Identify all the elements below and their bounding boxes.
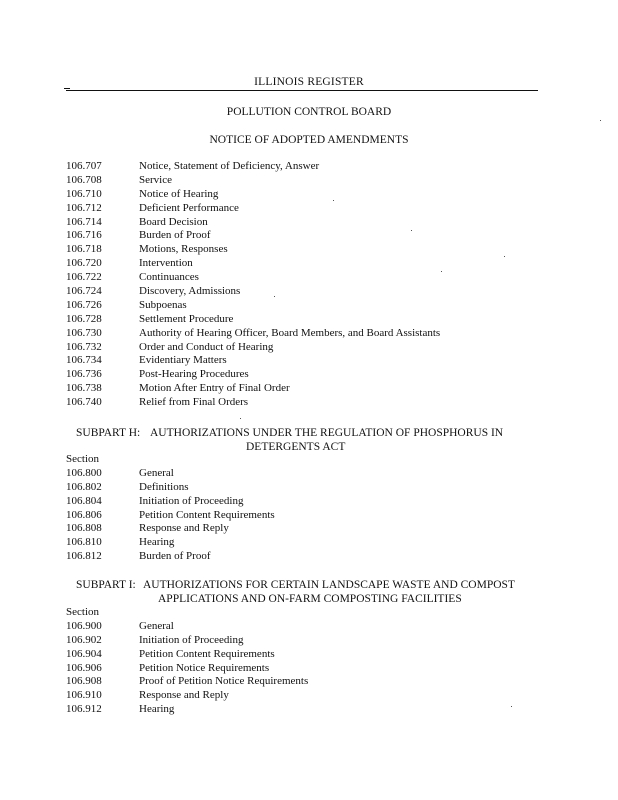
section-title: Petition Content Requirements	[139, 647, 275, 660]
section-row	[66, 661, 270, 676]
section-number: 106.728	[66, 312, 102, 325]
section-row	[66, 466, 174, 481]
section-title: Petition Notice Requirements	[139, 661, 270, 674]
section-title: Intervention	[139, 257, 193, 270]
section-title: Board Decision	[139, 215, 208, 228]
subpart-h-label: SUBPART H:	[76, 427, 141, 439]
section-title: Continuances	[139, 271, 199, 284]
section-number: 106.912	[66, 703, 102, 716]
section-title: Notice, Statement of Deficiency, Answer	[139, 160, 320, 172]
header-rule	[66, 90, 538, 91]
section-title: Authority of Hearing Officer, Board Members, and Board Assistants	[139, 326, 441, 339]
section-number: 106.736	[66, 368, 102, 381]
section-number: 106.722	[66, 271, 102, 284]
section-number: 106.808	[66, 522, 102, 535]
scan-speck	[240, 418, 241, 419]
scan-speck	[504, 256, 505, 257]
section-number: 106.910	[66, 689, 102, 702]
section-title: Definitions	[139, 480, 189, 493]
section-number: 106.724	[66, 285, 102, 298]
section-row	[66, 633, 244, 648]
section-title: Order and Conduct of Hearing	[139, 340, 274, 353]
section-title: Hearing	[139, 703, 175, 716]
board-title: POLLUTION CONTROL BOARD	[226, 106, 392, 118]
section-title: Initiation of Proceeding	[139, 633, 244, 646]
section-row	[66, 675, 309, 689]
section-number: 106.904	[66, 647, 102, 660]
section-number: 106.738	[66, 382, 102, 395]
section-title: General	[139, 619, 174, 632]
scan-speck	[333, 200, 334, 201]
section-row	[66, 536, 175, 550]
section-row	[66, 480, 189, 495]
section-number: 106.732	[66, 340, 102, 353]
section-number: 106.806	[66, 508, 102, 521]
section-title: Service	[139, 173, 172, 186]
section-number: 106.716	[66, 229, 102, 242]
subpart-h-section-label: Section	[66, 453, 99, 465]
section-number: 106.812	[66, 550, 102, 563]
section-number: 106.708	[66, 173, 102, 186]
section-title: Hearing	[139, 536, 175, 549]
section-row	[66, 550, 211, 564]
scan-speck	[411, 230, 412, 231]
section-number: 106.902	[66, 633, 102, 646]
section-number: 106.726	[66, 298, 102, 311]
header-rule-tick	[64, 88, 70, 89]
section-number: 106.802	[66, 480, 102, 493]
section-number: 106.720	[66, 257, 102, 270]
section-title: Motions, Responses	[139, 243, 228, 256]
section-row	[66, 522, 229, 536]
scan-speck	[511, 706, 512, 707]
section-number: 106.800	[66, 466, 102, 479]
section-title: Burden of Proof	[139, 229, 211, 242]
section-title: Response and Reply	[139, 689, 229, 702]
section-title: Settlement Procedure	[139, 312, 234, 325]
subpart-h-heading	[66, 426, 538, 454]
subpart-h-title-line2: DETERGENTS ACT	[246, 441, 346, 453]
section-number: 106.908	[66, 675, 102, 688]
section-title: Relief from Final Orders	[139, 396, 249, 409]
section-number: 106.712	[66, 201, 102, 214]
section-title: Motion After Entry of Final Order	[139, 382, 290, 395]
notice-title: NOTICE OF ADOPTED AMENDMENTS	[209, 134, 409, 146]
subpart-i-heading	[66, 578, 538, 606]
section-title: Subpoenas	[139, 298, 187, 311]
section-number: 106.906	[66, 661, 102, 674]
section-row	[66, 703, 175, 717]
section-number: 106.730	[66, 326, 102, 339]
section-number: 106.718	[66, 243, 102, 256]
section-title: Notice of Hearing	[139, 187, 219, 200]
subpart-i-section-list	[66, 606, 309, 717]
section-number: 106.804	[66, 494, 102, 507]
section-title: Petition Content Requirements	[139, 508, 275, 521]
section-title: Response and Reply	[139, 522, 229, 535]
scan-speck	[600, 120, 601, 121]
subpart-h-title-line1: AUTHORIZATIONS UNDER THE REGULATION OF PHOSPHORUS IN	[150, 427, 504, 439]
section-title: Initiation of Proceeding	[139, 494, 244, 507]
section-number: 106.707	[66, 160, 102, 172]
section-title: Deficient Performance	[139, 201, 239, 214]
section-title: Post-Hearing Procedures	[139, 368, 249, 381]
scan-speck	[274, 296, 275, 297]
section-title: Burden of Proof	[139, 550, 211, 563]
subpart-i-label: SUBPART I:	[76, 579, 136, 591]
section-title: General	[139, 466, 174, 479]
section-row	[66, 619, 174, 634]
section-row	[66, 647, 275, 662]
section-row	[66, 494, 244, 509]
scan-speck	[441, 271, 442, 272]
section-title: Evidentiary Matters	[139, 354, 227, 367]
section-title: Discovery, Admissions	[139, 285, 241, 298]
section-number: 106.810	[66, 536, 102, 549]
section-row	[66, 508, 275, 523]
subpart-i-title-line2: APPLICATIONS AND ON-FARM COMPOSTING FACILITIES	[158, 593, 462, 605]
section-row	[66, 689, 229, 703]
section-number: 106.710	[66, 187, 102, 200]
section-number: 106.714	[66, 215, 102, 228]
section-number: 106.740	[66, 396, 102, 409]
section-number: 106.734	[66, 354, 102, 367]
subpart-i-section-label: Section	[66, 606, 99, 618]
register-header: ILLINOIS REGISTER	[254, 76, 364, 88]
section-title: Proof of Petition Notice Requirements	[139, 675, 309, 688]
subpart-i-title-line1: AUTHORIZATIONS FOR CERTAIN LANDSCAPE WASTE AND COMPOST	[143, 579, 515, 591]
section-number: 106.900	[66, 619, 102, 632]
subpart-h-section-list	[66, 453, 275, 564]
